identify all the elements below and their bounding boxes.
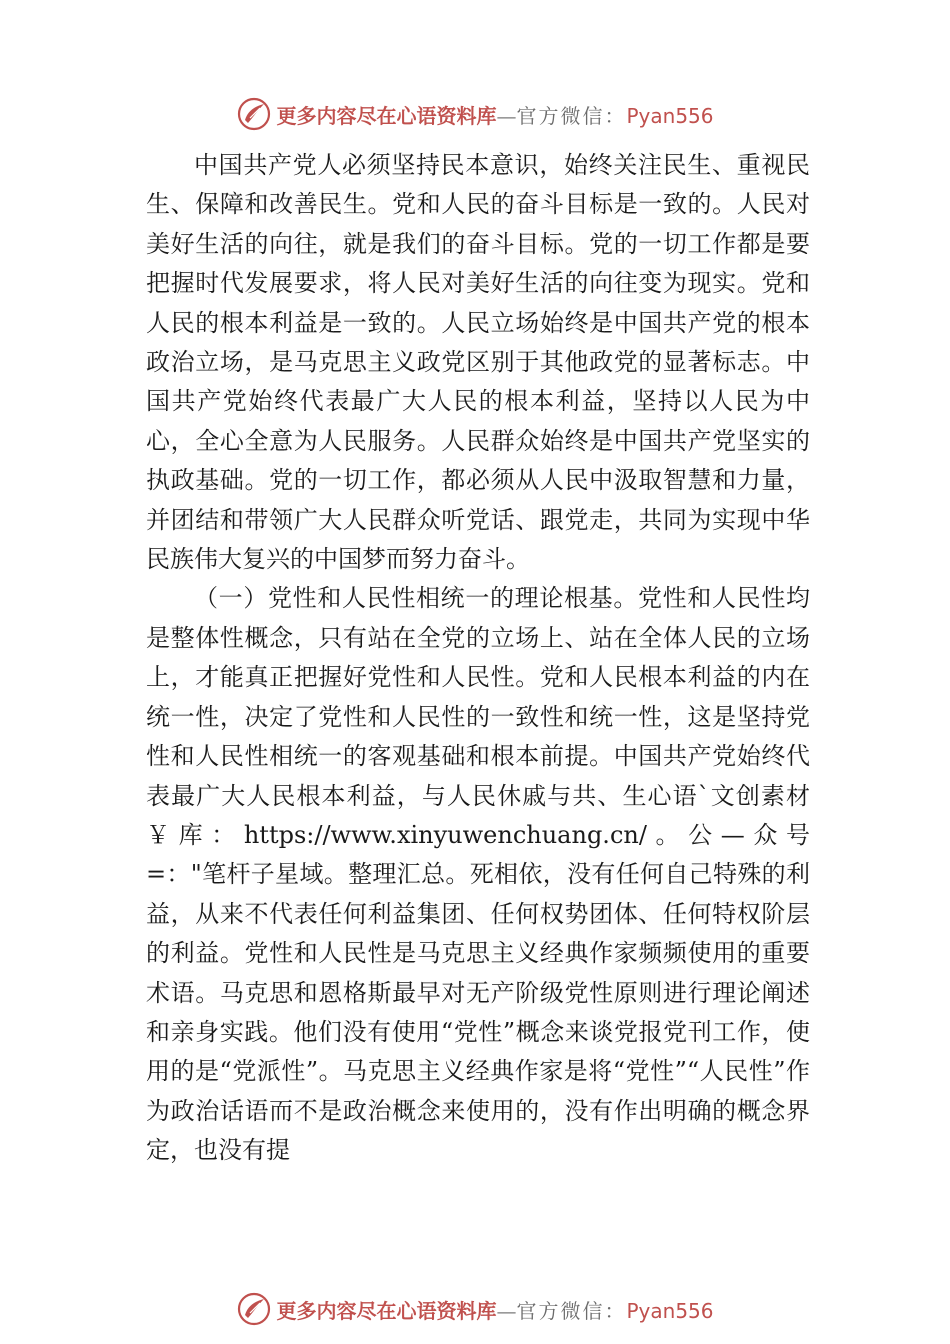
banner-wechat-label: 官方微信： — [516, 1298, 627, 1323]
banner-dash: — — [496, 103, 517, 128]
banner-wechat-id: Pyan556 — [626, 103, 714, 128]
footer-watermark-banner — [0, 1289, 950, 1329]
banner-text — [276, 1295, 713, 1324]
banner-text — [276, 100, 713, 129]
seal-logo-icon — [236, 96, 272, 132]
banner-title: 更多内容尽在心语资料库 — [276, 1298, 497, 1323]
document-body — [146, 146, 810, 1171]
paragraph-2: （一）党性和人民性相统一的理论根基。党性和人民性均是整体性概念，只有站在全党的立场上、站在全体人民的立场上，才能真正把握好党性和人民性。党和人民根本利益的内在统一性，决定了党性和人民性的一致性和统一性，这是坚持党性和人民性相统一的客观基础和根本前提。中国共产党始终代表最广大人民根本利益，与人民休戚与共、生心语`文创素材￥库：https://www.xinyuwenchuang.cn/。公—众号=："笔杆子星域。整理汇总。死相依，没有任何自己特殊的利益，从来不代表任何利益集团、任何权势团体、任何特权阶层的利益。党性和人民性是马克思主义经典作家频频使用的重要术语。马克思和恩格斯最早对无产阶级党性原则进行理论阐述和亲身实践。他们没有使用“党性”概念来谈党报党刊工作，使用的是“党派性”。马克思主义经典作家是将“党性”“人民性”作为政治话语而不是政治概念来使用的，没有作出明确的概念界定，也没有提 — [146, 584, 810, 1165]
header-watermark-banner — [0, 94, 950, 134]
banner-dash: — — [496, 1298, 517, 1323]
paragraph-1: 中国共产党人必须坚持民本意识，始终关注民生、重视民生、保障和改善民生。党和人民的奋斗目标是一致的。人民对美好生活的向往，就是我们的奋斗目标。党的一切工作都是要把握时代发展要求，将人民对美好生活的向往变为现实。党和人民的根本利益是一致的。人民立场始终是中国共产党的根本政治立场，是马克思主义政党区别于其他政党的显著标志。中国共产党始终代表最广大人民的根本利益，坚持以人民为中心，全心全意为人民服务。人民群众始终是中国共产党坚实的执政基础。党的一切工作，都必须从人民中汲取智慧和力量，并团结和带领广大人民群众听党话、跟党走，共同为实现中华民族伟大复兴的中国梦而努力奋斗。 — [146, 151, 810, 574]
seal-logo-icon — [236, 1291, 272, 1327]
banner-wechat-label: 官方微信： — [516, 103, 627, 128]
banner-wechat-id: Pyan556 — [626, 1298, 714, 1323]
banner-title: 更多内容尽在心语资料库 — [276, 103, 497, 128]
